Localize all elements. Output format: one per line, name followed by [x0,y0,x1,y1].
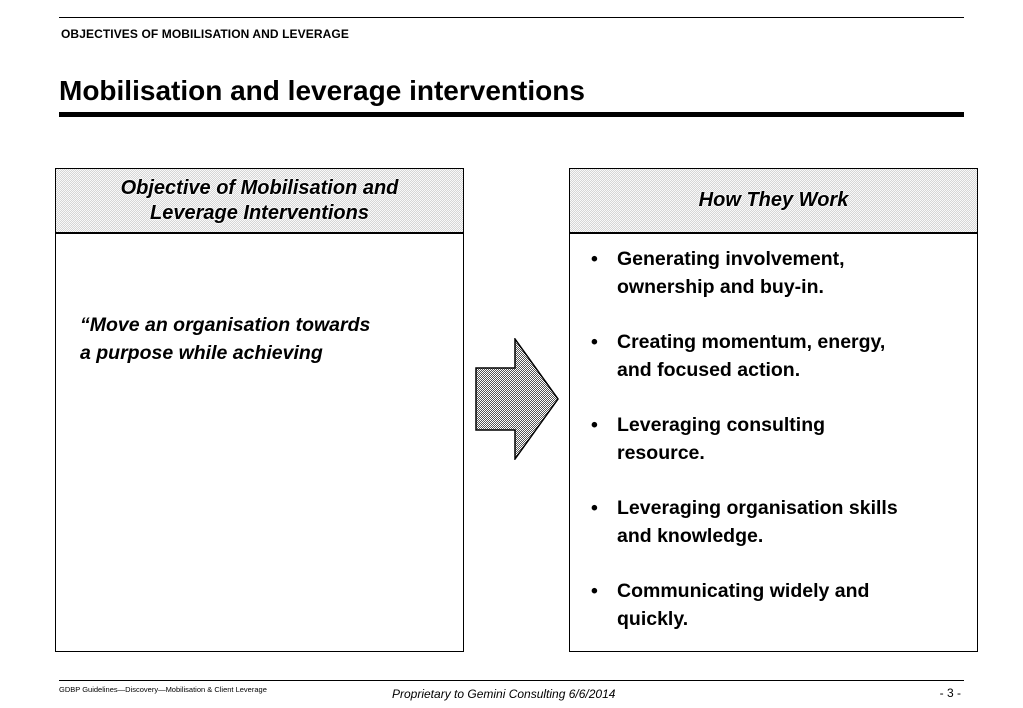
list-item-line2: resource. [617,442,705,464]
list-item-line2: quickly. [617,608,689,630]
title-underline [59,112,964,117]
how-they-work-panel [569,168,978,652]
list-item-line1: Leveraging consulting [617,414,826,436]
bullet-icon: • [591,497,598,519]
list-item-line2: and knowledge. [617,525,764,547]
list-item-line1: Leveraging organisation skills [617,497,898,519]
quote-line2: a purpose while achieving [80,342,323,364]
list-item-line1: Creating momentum, energy, [617,331,886,353]
list-item [588,494,968,550]
list-item-line2: and focused action. [617,359,801,381]
footer-rule [59,680,964,681]
section-label: OBJECTIVES OF MOBILISATION AND LEVERAGE [61,27,349,41]
bullet-icon: • [591,414,598,436]
objective-panel [55,168,464,652]
list-item [588,245,968,301]
quote-line1: “Move an organisation towards [80,314,371,336]
list-item-line1: Communicating widely and [617,580,870,602]
list-item [588,577,968,633]
how-they-work-list [588,245,968,660]
top-rule [59,17,964,18]
list-item [588,328,968,384]
bullet-icon: • [591,248,598,270]
bullet-icon: • [591,331,598,353]
list-item-line2: ownership and buy-in. [617,276,824,298]
objective-panel-header [56,169,463,234]
footer-proprietary-note: Proprietary to Gemini Consulting 6/6/2014 [392,687,616,701]
right-arrow-icon [475,338,559,460]
list-item-line1: Generating involvement, [617,248,845,270]
how-they-work-heading: How They Work [698,189,849,211]
footer-document-reference: GDBP Guidelines—Discovery—Mobilisation & Client Leverage [59,685,267,694]
how-they-work-header [570,169,977,234]
bullet-icon: • [591,580,598,602]
objective-heading [121,176,399,226]
objective-quote [80,311,450,367]
list-item [588,411,968,467]
objective-heading-line2: Leverage Interventions [150,201,369,224]
page-number: - 3 - [939,686,961,700]
page-title: Mobilisation and leverage interventions [59,75,585,106]
objective-heading-line1: Objective of Mobilisation and [120,176,399,199]
